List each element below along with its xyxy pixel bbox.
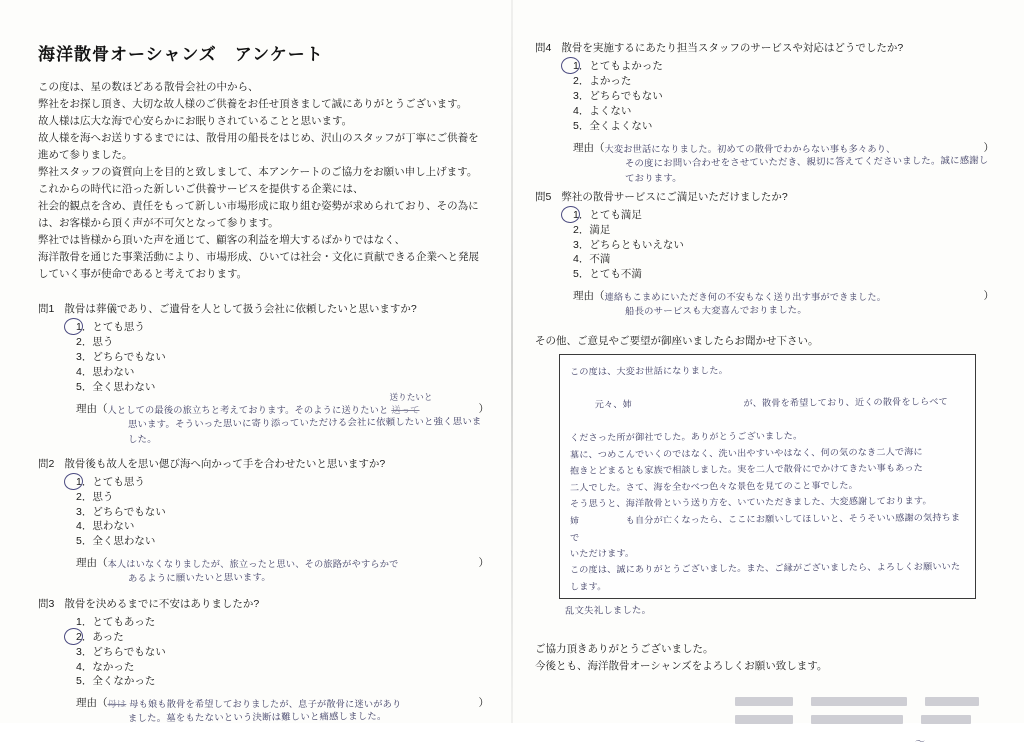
question-1-text: 散骨は葬儀であり、ご遺骨を人として扱う会社に依頼したいと思いますか? xyxy=(64,303,417,315)
question-2-number: 問2 xyxy=(38,457,55,470)
intro-line: これからの時代に沿った新しいご供養サービスを提供する企業には、 xyxy=(38,183,364,195)
free-comment-signature-note: 乱文失礼しました。 xyxy=(564,604,652,617)
choice-option[interactable] xyxy=(76,615,489,630)
question-1-number: 問1 xyxy=(38,303,55,315)
question-2 xyxy=(38,456,489,586)
question-1-reason xyxy=(38,392,489,446)
free-comment-line: そう思うと、海洋散骨という送り方を、いていただきました、大変感謝しております。 xyxy=(569,496,932,510)
intro-line: 故人様を海へお送りするまでには、散骨用の船長をはじめ、沢山のスタッフが丁寧にご供養を進めて参りました。 xyxy=(38,132,479,161)
free-comment-line: 墓に、つめこんでいくのではなく、洗い出やすいやはなく、何の気のなき二人で海に xyxy=(569,447,923,461)
intro-paragraph xyxy=(38,79,489,283)
reason-input[interactable] xyxy=(605,289,984,303)
intro-line: 故人様は広大な海で心安らかにお眠りされていることと思います。 xyxy=(38,115,353,127)
reason-label: 理由（ xyxy=(76,697,108,710)
choice-option[interactable] xyxy=(76,365,489,380)
redaction-bar xyxy=(735,715,793,724)
reason-close-paren: ） xyxy=(478,697,489,710)
reason-handwriting-line2: 船長のサービスも大変喜んでおりました。 xyxy=(624,305,807,318)
question-5-number: 問5 xyxy=(535,190,552,203)
signature-block xyxy=(535,697,994,724)
handwritten-tail-mark: 〜 xyxy=(915,737,925,748)
intro-line: 弊社スタッフの資質向上を目的と致しまして、本アンケートのご協力をお願い申し上げます。 xyxy=(38,166,478,178)
choice-label: 1．とてもあった xyxy=(76,615,156,628)
question-4-choices xyxy=(535,59,994,134)
choice-option[interactable] xyxy=(76,320,489,335)
intro-line: 社会的観点を含め、責任をもって新しい市場形成に取り組む姿勢が求められており、その為には、お客様から頂く声が不可欠となって参ります。 xyxy=(38,200,479,229)
reason-strikethrough: 母は xyxy=(107,699,127,711)
reason-handwriting-line2: ました。墓をもたないという決断は難しいと痛感しました。 xyxy=(127,711,387,725)
choice-label: 1．とても思う xyxy=(76,475,145,488)
choice-option[interactable] xyxy=(76,645,489,660)
question-5-text: 弊社の散骨サービスにご満足いただけましたか? xyxy=(561,190,788,203)
reason-input[interactable] xyxy=(605,141,984,155)
question-5-reason xyxy=(535,288,994,319)
question-2-reason xyxy=(38,555,489,586)
free-comment-line: この度は、大変お世話になりました。 xyxy=(569,366,729,378)
choice-option[interactable] xyxy=(76,519,489,534)
free-comment-line: 二人でした。さて、海を全むべつ色々な景色を見てのこと事でした。 xyxy=(569,480,858,494)
free-comment-text: 元々、姉 が、散骨を希望しており、近くの散骨をしらべて xyxy=(594,397,948,411)
choice-option[interactable] xyxy=(573,252,994,267)
choice-option[interactable] xyxy=(76,534,489,549)
choice-option[interactable] xyxy=(573,238,994,253)
choice-label: 2．思う xyxy=(76,490,114,503)
question-4-number: 問4 xyxy=(535,42,552,54)
choice-label: 5．全く思わない xyxy=(76,380,156,393)
question-1 xyxy=(38,301,489,446)
question-3-head xyxy=(38,596,489,611)
intro-line: 海洋散骨を通じた事業活動により、市場形成、ひいては社会・文化に貢献できる企業へと発展していく事が使命であると考えております。 xyxy=(38,251,479,280)
choice-label: 4．よくない xyxy=(573,104,632,117)
choice-option[interactable] xyxy=(76,674,489,689)
reason-close-paren: ） xyxy=(983,290,994,303)
free-comment-line: いただけます。 xyxy=(569,548,635,560)
reason-handwriting: 大変お世話になりました。初めての散骨でわからない事も多々あり、 xyxy=(604,143,896,155)
right-column xyxy=(513,0,1024,748)
question-4-head xyxy=(535,40,994,55)
choice-option[interactable] xyxy=(573,119,994,134)
choice-label: 1．とても思う xyxy=(76,321,145,333)
redaction-bar xyxy=(735,697,793,706)
reason-close-paren: ） xyxy=(478,557,489,570)
question-2-text: 散骨後も故人を思い偲び海へ向かって手を合わせたいと思いますか? xyxy=(64,457,386,470)
question-4-text: 散骨を実施するにあたり担当スタッフのサービスや対応はどうでしたか? xyxy=(561,42,904,54)
choice-option[interactable] xyxy=(573,104,994,119)
choice-label: 3．どちらでもない xyxy=(76,350,166,363)
choice-option[interactable] xyxy=(76,630,489,645)
choice-label: 4．なかった xyxy=(76,660,135,673)
choice-label: 5．全くなかった xyxy=(76,675,156,688)
choice-option[interactable] xyxy=(573,74,994,89)
choice-label: 2．満足 xyxy=(573,223,611,236)
choice-option[interactable] xyxy=(573,223,994,238)
free-comment-line xyxy=(570,378,965,431)
left-column xyxy=(0,0,511,723)
question-4-reason xyxy=(535,140,994,185)
choice-label: 2．よかった xyxy=(573,74,632,87)
choice-option[interactable] xyxy=(76,660,489,675)
reason-handwriting-line2: 思います。そういった思いに寄り添っていただける会社に依頼したいと強く思いました。 xyxy=(127,415,482,445)
question-3 xyxy=(38,596,489,726)
reason-handwriting: 人としての最後の旅立ちと考えております。そのように送りたいと xyxy=(107,404,389,416)
choice-option[interactable] xyxy=(76,335,489,350)
free-comment-line: 抱きとどまるとも家族で相談しました。実を二人で散骨にでかけてきたい事もあった xyxy=(569,463,924,477)
signature-row xyxy=(735,715,994,724)
reason-handwriting: 本人はいなくなりましたが、旅立ったと思い、その旅路がやすらかで xyxy=(107,559,399,571)
choice-option[interactable] xyxy=(573,208,994,223)
question-1-choices xyxy=(38,320,489,395)
choice-label: 4．不満 xyxy=(573,253,611,266)
choice-label: 3．どちらでもない xyxy=(573,89,663,102)
reason-input[interactable] xyxy=(108,556,479,570)
free-comment-label: その他、ご意見やご要望が御座いましたらお聞かせ下さい。 xyxy=(535,334,819,347)
question-3-reason xyxy=(38,695,489,726)
choice-option[interactable] xyxy=(76,350,489,365)
page-title: 海洋散骨オーシャンズ アンケート xyxy=(38,45,324,64)
redaction-bar xyxy=(921,715,971,724)
reason-label: 理由（ xyxy=(573,290,605,303)
question-5-choices xyxy=(535,208,994,283)
reason-handwriting-line2: その度にお問い合わせをさせていただき、親切に答えてくださいました。誠に感謝しております。 xyxy=(624,154,989,184)
choice-label: 5．全くよくない xyxy=(573,119,653,132)
intro-line: この度は、星の数ほどある散骨会社の中から、 xyxy=(38,81,259,93)
question-3-choices xyxy=(38,615,489,690)
choice-option[interactable] xyxy=(573,267,994,282)
choice-label: 5．とても不満 xyxy=(573,268,642,281)
choice-option[interactable] xyxy=(76,490,489,505)
redaction-bar xyxy=(925,697,979,706)
choice-label: 2．あった xyxy=(76,630,124,643)
choice-label: 3．どちらでもない xyxy=(76,505,166,518)
question-4 xyxy=(535,40,994,185)
closing-paragraph xyxy=(535,641,994,675)
reason-label: 理由（ xyxy=(573,141,605,154)
choice-label: 5．全く思わない xyxy=(76,535,156,548)
signature-row xyxy=(735,697,994,706)
reason-label: 理由（ xyxy=(76,402,108,415)
reason-close-paren: ） xyxy=(478,402,489,415)
intro-line: 弊社では皆様から頂いた声を通じて、顧客の利益を増大するばかりではなく、 xyxy=(38,234,406,246)
choice-option[interactable] xyxy=(76,475,489,490)
choice-label: 2．思う xyxy=(76,335,114,348)
question-3-text: 散骨を決めるまでに不安はありましたか? xyxy=(64,597,260,610)
choice-label: 3．どちらでもない xyxy=(76,645,166,658)
reason-insertion-note: 送りたいと xyxy=(389,392,433,403)
reason-input[interactable] xyxy=(107,392,479,416)
free-comment-box[interactable] xyxy=(559,354,976,599)
redaction-bar xyxy=(811,697,907,706)
intro-line: 弊社をお探し頂き、大切な故人様のご供養をお任せ頂きまして誠にありがとうございます。 xyxy=(38,98,468,110)
reason-strikethrough: 送って xyxy=(391,404,420,416)
reason-handwriting: 連絡もこまめにいただき何の不安もなく送り出す事ができました。 xyxy=(604,292,887,304)
reason-close-paren: ） xyxy=(983,141,994,154)
question-3-number: 問3 xyxy=(38,597,55,610)
reason-label: 理由（ xyxy=(76,557,108,570)
question-2-head xyxy=(38,456,489,471)
choice-label: 4．思わない xyxy=(76,365,135,378)
closing-line: ご協力頂きありがとうございました。 xyxy=(535,643,714,656)
question-5-head xyxy=(535,189,994,204)
choice-option[interactable] xyxy=(76,505,489,520)
choice-option[interactable] xyxy=(573,89,994,104)
choice-option[interactable] xyxy=(573,59,994,74)
free-comment-line: くださった所が御社でした。ありがとうございました。 xyxy=(569,431,803,444)
choice-label: 1．とてもよかった xyxy=(573,60,663,72)
choice-label: 3．どちらともいえない xyxy=(573,238,684,251)
choice-label: 4．思わない xyxy=(76,520,135,533)
question-1-head xyxy=(38,301,489,316)
question-2-choices xyxy=(38,475,489,550)
choice-label: 1．とても満足 xyxy=(573,208,642,221)
free-comment-line: 姉 も自分が亡くなったら、ここにお願いしてほしいと、そうそいい感謝の気持ちまで xyxy=(569,513,961,543)
reason-handwriting-line2: あるように願いたいと思います。 xyxy=(127,572,271,585)
free-comment-line: この度は、誠にありがとうございました。また、ご縁がございましたら、よろしくお願いいたします。 xyxy=(569,562,961,593)
question-5 xyxy=(535,189,994,319)
reason-input[interactable] xyxy=(108,696,479,710)
closing-line: 今後とも、海洋散骨オーシャンズをよろしくお願い致します。 xyxy=(535,660,828,673)
reason-handwriting: 母も娘も散骨を希望しておりましたが、息子が散骨に迷いがあり xyxy=(129,699,402,711)
redaction-bar xyxy=(811,715,903,724)
